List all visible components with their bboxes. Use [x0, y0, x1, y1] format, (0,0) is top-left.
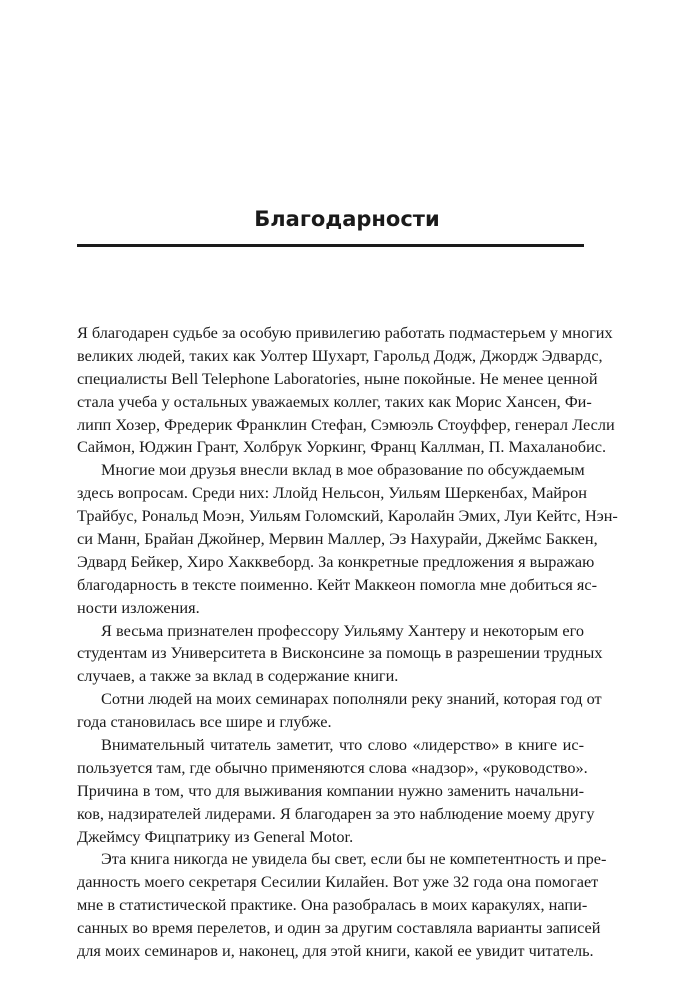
- text-line: здесь вопросам. Среди них: Ллойд Нельсон, Уильям Шеркенбах, Майрон: [77, 483, 588, 503]
- text-line: данность моего секретаря Сесилии Килайен. Вот уже 32 года она помогает: [77, 872, 599, 892]
- text-line: Я благодарен судьбе за особую привилегию работать подмастерьем у многих: [77, 323, 613, 342]
- text-line: Причина в том, что для выживания компании нужно заменить начальни-: [77, 780, 584, 800]
- paragraph: [77, 734, 595, 848]
- page-title: Благодарности: [254, 207, 440, 231]
- text-line: Внимательный читатель заметит, что слово «лидерство» в книге ис-: [101, 735, 584, 755]
- text-line: Джеймсу Фицпатрику из General Motor.: [77, 826, 354, 846]
- text-line: ков, надзирателей лидерами. Я благодарен за это наблюдение моему другу: [77, 803, 595, 823]
- text-line: специалисты Bell Telephone Laboratories, ныне покойные. Не менее ценной: [77, 368, 598, 388]
- text-line: года становилась все шире и глубже.: [77, 712, 332, 732]
- text-line: Трайбус, Рональд Моэн, Уильям Голомский, Каролайн Эмих, Луи Кейтс, Нэн-: [77, 506, 618, 526]
- title-divider: [77, 244, 584, 247]
- text-line: Саймон, Юджин Грант, Холбрук Уоркинг, Франц Каллман, П. Махаланобис.: [77, 437, 607, 457]
- text-line: случаев, а также за вклад в содержание книги.: [77, 666, 399, 686]
- text-line: благодарность в тексте поименно. Кейт Маккеон помогла мне добиться яс-: [77, 574, 598, 594]
- paragraph: [77, 322, 615, 459]
- text-line: липп Хозер, Фредерик Франклин Стефан, Сэмюэль Стоуффер, генерал Лесли: [77, 414, 615, 434]
- text-line: студентам из Университета в Висконсине за помощь в разрешении трудных: [77, 643, 603, 663]
- text-line: Эта книга никогда не увидела бы свет, если бы не компетентность и пре-: [101, 849, 607, 869]
- paragraph: [77, 459, 618, 619]
- text-line: великих людей, таких как Уолтер Шухарт, Гарольд Додж, Джордж Эдвардс,: [77, 345, 603, 365]
- paragraph: [77, 620, 603, 689]
- paragraph: [77, 688, 602, 734]
- text-line: стала учеба у остальных уважаемых коллег, таких как Морис Хансен, Фи-: [77, 391, 592, 411]
- text-line: Эдвард Бейкер, Хиро Хакквеборд. За конкретные предложения я выражаю: [77, 551, 595, 571]
- text-line: Сотни людей на моих семинарах пополняли реку знаний, которая год от: [101, 689, 602, 709]
- paragraph: [77, 848, 607, 962]
- text-line: си Манн, Брайан Джойнер, Мервин Маллер, Эз Нахурайи, Джеймс Баккен,: [77, 529, 598, 549]
- text-line: пользуется там, где обычно применяются слова «надзор», «руководство».: [77, 757, 588, 777]
- body-text: [77, 322, 618, 963]
- text-line: Я весьма признателен профессору Уильяму Хантеру и некоторым его: [101, 620, 584, 640]
- text-line: для моих семинаров и, наконец, для этой книги, какой ее увидит читатель.: [77, 941, 594, 961]
- text-line: мне в статистической практике. Она разобралась в моих каракулях, напи-: [77, 895, 588, 915]
- text-line: ности изложения.: [77, 597, 200, 617]
- text-line: Многие мои друзья внесли вклад в мое образование по обсуждаемым: [101, 460, 585, 480]
- text-line: санных во время перелетов, и один за другим составляла варианты записей: [77, 918, 601, 938]
